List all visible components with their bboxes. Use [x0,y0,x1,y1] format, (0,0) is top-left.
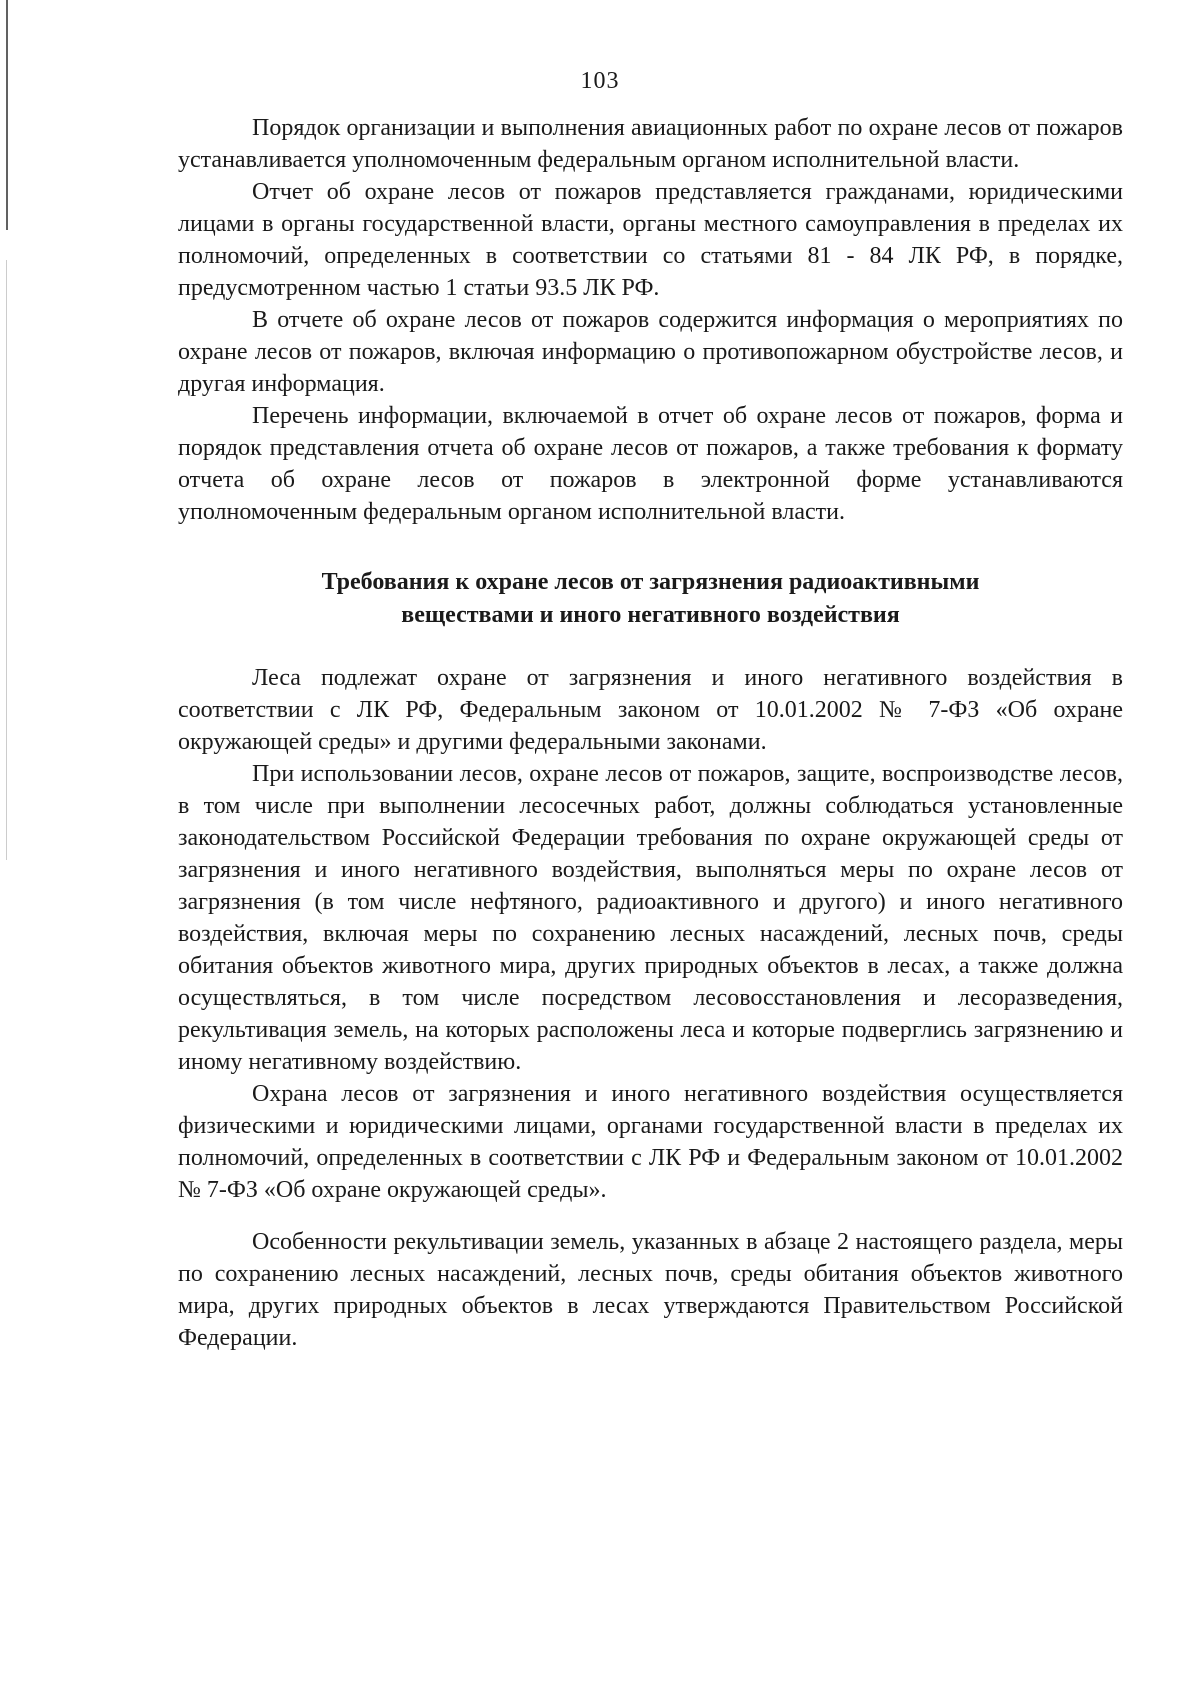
paragraph: Леса подлежат охране от загрязнения и иного негативного воздействия в соответствии с ЛК РФ, Федеральным законом от 10.01.2002 № 7-ФЗ «Об охране окружающей среды» и другими федеральными законами. [178,665,1123,755]
paragraph: Порядок организации и выполнения авиационных работ по охране лесов от пожаров устанавливается уполномоченным федеральным органом исполнительной власти. [178,115,1123,173]
paragraph: Отчет об охране лесов от пожаров представляется гражданами, юридическими лицами в органы государственной власти, органы местного самоуправления в пределах их полномочий, определенных в соответствии со статьями 81 - 84 ЛК РФ, в порядке, предусмотренном частью 1 статьи 93.5 ЛК РФ. [178,179,1123,301]
paragraph: Охрана лесов от загрязнения и иного негативного воздействия осуществляется физическими и юридическими лицами, органами государственной власти в пределах их полномочий, определенных в соответствии с ЛК РФ и Федеральным законом от 10.01.2002 № 7-ФЗ «Об охране окружающей среды». [178,1081,1123,1203]
section-heading-line: веществами и иного негативного воздействия [401,602,900,628]
scan-edge-mark [6,0,8,230]
section-heading [178,566,1123,632]
paragraph: В отчете об охране лесов от пожаров содержится информация о мероприятиях по охране лесов от пожаров, включая информацию о противопожарном обустройстве лесов, и другая информация. [178,307,1123,397]
page-number: 103 [580,68,620,94]
section-heading-line: Требования к охране лесов от загрязнения радиоактивными [321,569,980,595]
document-body [178,112,1123,1354]
paragraph: Перечень информации, включаемой в отчет об охране лесов от пожаров, форма и порядок представления отчета об охране лесов от пожаров, а также требования к формату отчета об охране лесов от пожаров в электронной форме устанавливаются уполномоченным федеральным органом исполнительной власти. [178,403,1123,525]
paragraph: Особенности рекультивации земель, указанных в абзаце 2 настоящего раздела, меры по сохранению лесных насаждений, лесных почв, среды обитания объектов животного мира, других природных объектов в лесах утверждаются Правительством Российской Федерации. [178,1229,1123,1351]
scan-edge-mark [6,260,7,860]
paragraph: При использовании лесов, охране лесов от пожаров, защите, воспроизводстве лесов, в том числе при выполнении лесосечных работ, должны соблюдаться установленные законодательством Российской Федерации требования по охране окружающей среды от загрязнения и иного негативного воздействия, выполняться меры по охране лесов от загрязнения (в том числе нефтяного, радиоактивного и другого) и иного негативного воздействия, включая меры по сохранению лесных насаждений, лесных почв, среды обитания объектов животного мира, других природных объектов в лесах, а также должна осуществляться, в том числе посредством лесовосстановления и лесоразведения, рекультивация земель, на которых расположены леса и которые подверглись загрязнению и иному негативному воздействию. [178,761,1123,1075]
